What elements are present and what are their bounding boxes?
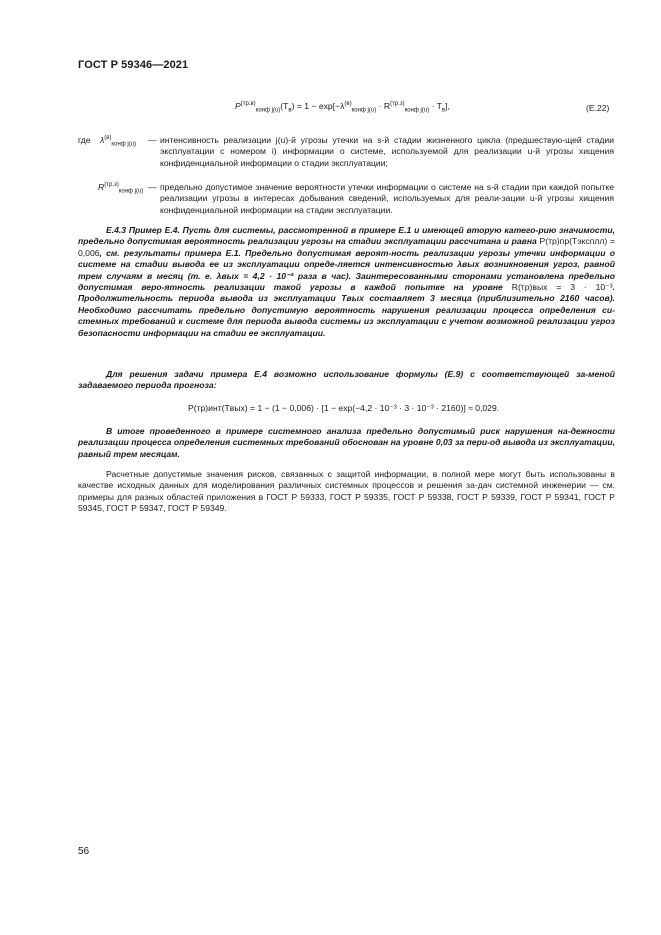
definition-dash: — bbox=[148, 135, 157, 145]
page-number: 56 bbox=[78, 846, 90, 857]
conclusion-paragraph: В итоге проведенного в примере системного анализа предельно допустимый риск нарушения на-дежности реализации процесса определения системных требований обоснован на уровне 0,03 за пери-од вывода из эксплуатации, равный трем месяцам. bbox=[78, 426, 615, 459]
eq-lhs-sub: конф j(u) bbox=[255, 107, 281, 114]
eq-lambda-sup: (в) bbox=[344, 101, 352, 108]
eq-tail: · T bbox=[429, 101, 442, 111]
definition-dash: — bbox=[148, 182, 157, 192]
solution-intro: Для решения задачи примера Е.4 возможно использование формулы (Е.9) с соответствующей за-меной задаваемого периода прогноза: bbox=[78, 369, 615, 391]
eq-lhs: P bbox=[235, 101, 241, 111]
equation-e22 bbox=[235, 101, 450, 114]
example-text-1: Е.4.3 Пример Е.4. Пусть для системы, рассмотренной в примере Е.1 и имеющей вторую катего-рию значимости, предельно допустимая вероятность реализации угрозы на стадии эксплуатации рассчитана и равна bbox=[78, 225, 615, 247]
example-e43-paragraph bbox=[78, 225, 615, 339]
definition-symbol: $\lambda^{(в)}_{конф j(u)}$ bbox=[100, 135, 137, 148]
equation-solution: P(тр)инт(Tвых) = 1 − (1 − 0,006) · [1 − exp(−4,2 · 10⁻³ · 3 · 10⁻³ · 2160)] ≈ 0,029. bbox=[188, 403, 500, 413]
definition-text: интенсивность реализации j(u)-й угрозы утечки на s-й стадии жизненного цикла (предшествую-щей стадии эксплуатации с номером i) информации о системе, используемой для реализации u-й угрозы хищения конфиденциальной информации о стадии эксплуатации; bbox=[160, 135, 614, 168]
eq-rhs: ) = 1 − exp[−λ bbox=[291, 101, 345, 111]
eq-end: ], bbox=[445, 101, 450, 111]
equation-number: (Е.22) bbox=[586, 103, 610, 113]
example-text-3: . Продолжительность периода вывода из эксплуатации Tвых составляет 3 месяца (приблизительно 2160 часов). Необходимо рассчитать предельно допустимую вероятность нарушения реализации процесса определения си-стемных требований к системе для периода вывода системы из эксплуатации с учетом возможной реализации угроз безопасности информации на стадии ее эксплуатации. bbox=[78, 282, 616, 338]
inline-formula-r: R(тр)вых = 3 · 10⁻³ bbox=[511, 282, 613, 293]
eq-lhs-sup: (тр.в) bbox=[240, 101, 256, 108]
closing-paragraph: Расчетные допустимые значения рисков, связанных с защитой информации, в полной мере могут быть использованы в качестве исходных данных для моделирования различных системных процессов и решения за-дач системной инженерии — см. примеры для разных областей приложения в ГОСТ Р 59333, ГОСТ Р 59335, ГОСТ Р 59338, ГОСТ Р 59339, ГОСТ Р 59341, ГОСТ Р 59345, ГОСТ Р 59347, ГОСТ Р 59349. bbox=[78, 469, 615, 514]
page-header: ГОСТ Р 59346—2021 bbox=[78, 59, 189, 71]
inline-formula-p: P(тр)пр(Tэксплл) = 0,006 bbox=[78, 236, 615, 258]
eq-tail-sub: в bbox=[441, 107, 446, 114]
definitions-lead: где bbox=[78, 135, 91, 145]
eq-mid: · R bbox=[376, 101, 391, 111]
eq-r-sub: конф j(u) bbox=[404, 107, 430, 114]
eq-lhs-arg: (T bbox=[280, 101, 289, 111]
eq-r-sup: (тр.з) bbox=[390, 101, 405, 108]
example-text-2: , см. результаты примера Е.1. Предельно допустимая вероят-ность реализации угрозы утечки информации о системе на стадии вывода ее из эксплуатации опреде-ляется интенсивностью λвых возникновения угроз, равной трем случаям в месяц (т. е. λвых = 4,2 · 10⁻³ раза в час). Заинтересованными сторонами установлена предельно допустимая веро-ятность реализации такой угрозы в каждой попытке на уровне bbox=[78, 247, 615, 293]
definitions bbox=[78, 135, 618, 225]
eq-lambda-sub: конф j(u) bbox=[351, 107, 377, 114]
definition-symbol: $R^{(тр.з)}_{конф j(u)}$ bbox=[98, 182, 144, 195]
eq-lhs-arg-sub: в bbox=[288, 107, 292, 114]
definition-text: предельно допустимое значение вероятности утечки информации о системе на s-й стадии при каждой попытке реализации угрозы в интересах добывания сведений, используемых для реали-зации u-й угрозы хищения конфиденциальной информации на стадии эксплуатации. bbox=[160, 182, 614, 215]
